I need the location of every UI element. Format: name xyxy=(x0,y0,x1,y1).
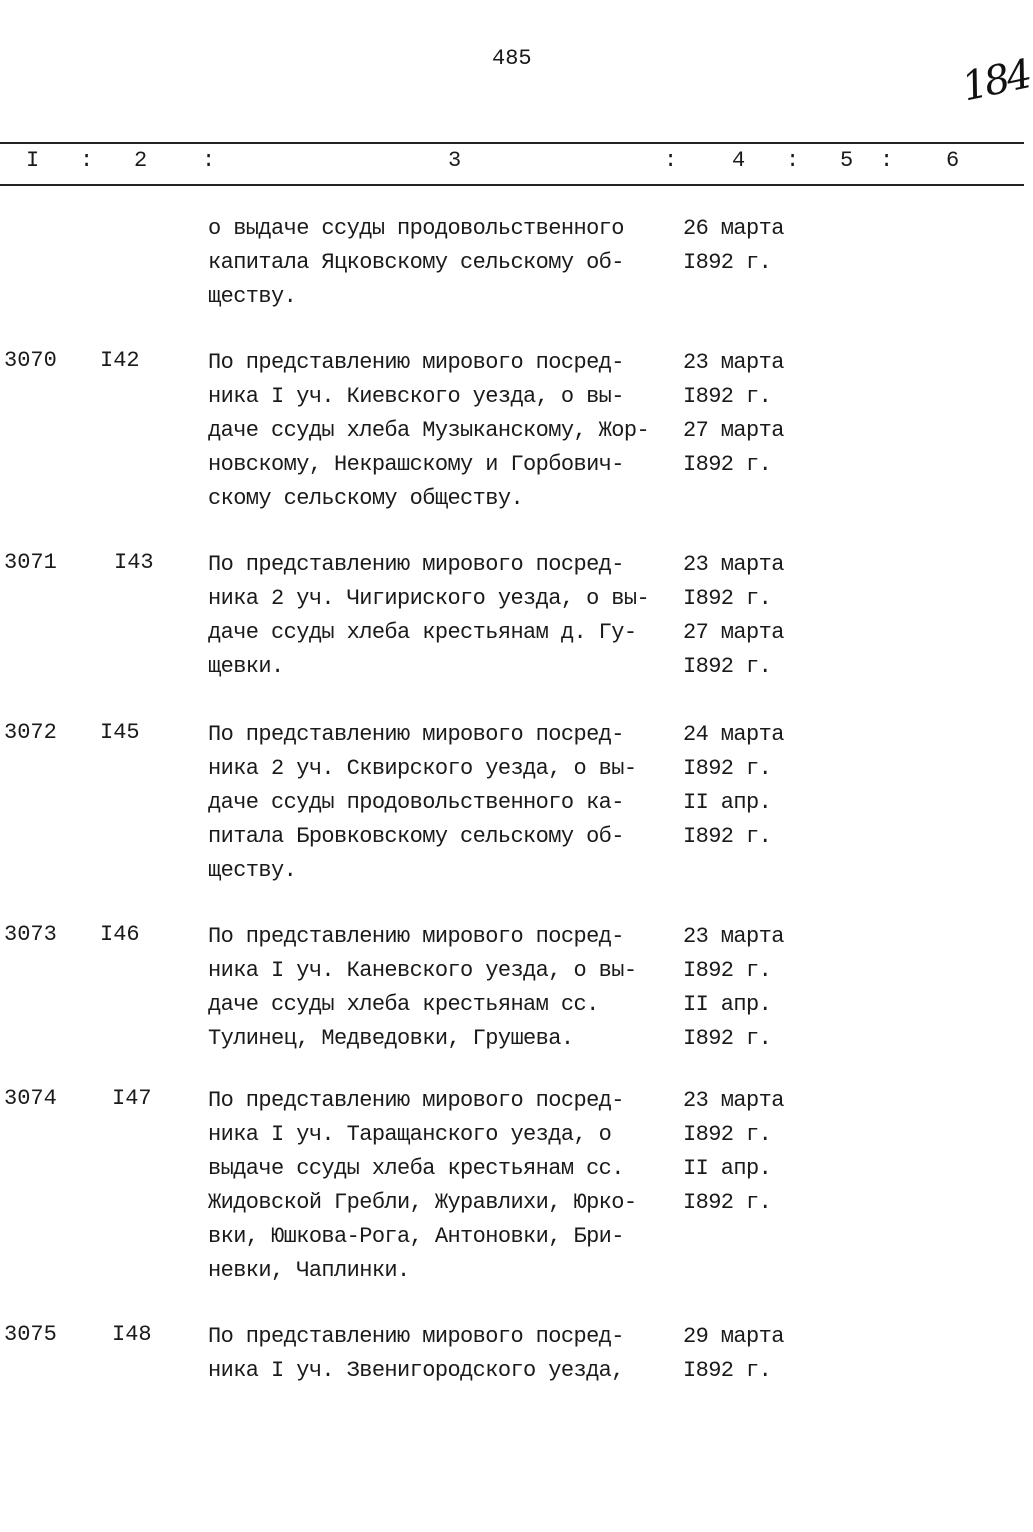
description-line: капитала Яцковскому сельскому об- xyxy=(208,250,624,275)
record-description xyxy=(208,922,636,1058)
description-line: По представлению мирового посред- xyxy=(208,1324,624,1349)
record-description xyxy=(208,214,624,316)
description-line: ника 2 уч. Чигириского уезда, о вы- xyxy=(208,586,650,611)
page-number: 485 xyxy=(492,46,532,71)
description-line: По представлению мирового посред- xyxy=(208,552,624,577)
description-line: ществу. xyxy=(208,284,297,309)
column-header-6: 6 xyxy=(946,148,960,173)
date-line: I892 г. xyxy=(683,824,772,849)
description-line: Тулинец, Медведовки, Грушева. xyxy=(208,1026,574,1051)
date-line: 23 марта xyxy=(683,1088,784,1113)
date-line: I892 г. xyxy=(683,1122,772,1147)
date-line: I892 г. xyxy=(683,654,772,679)
record-description xyxy=(208,1322,624,1390)
date-line: I892 г. xyxy=(683,1190,772,1215)
description-line: вки, Юшкова-Рога, Антоновки, Бри- xyxy=(208,1224,624,1249)
date-line: 29 марта xyxy=(683,1324,784,1349)
description-line: скому сельскому обществу. xyxy=(208,486,524,511)
date-line: I892 г. xyxy=(683,452,772,477)
column-separator: : xyxy=(80,148,94,173)
date-line: 24 марта xyxy=(683,722,784,747)
record-dates xyxy=(683,1086,784,1222)
date-line: 23 марта xyxy=(683,552,784,577)
description-line: ника I уч. Звенигородского уезда, xyxy=(208,1358,624,1383)
description-line: даче ссуды продовольственного ка- xyxy=(208,790,624,815)
description-line: выдаче ссуды хлеба крестьянам сс. xyxy=(208,1156,624,1181)
record-description xyxy=(208,550,649,686)
record-dates xyxy=(683,214,784,282)
description-line: По представлению мирового посред- xyxy=(208,722,624,747)
record-dates xyxy=(683,550,784,686)
date-line: II апр. xyxy=(683,790,772,815)
description-line: По представлению мирового посред- xyxy=(208,1088,624,1113)
date-line: I892 г. xyxy=(683,958,772,983)
column-header-4: 4 xyxy=(732,148,746,173)
record-dates xyxy=(683,348,784,484)
record-number: 3072 xyxy=(4,720,57,745)
date-line: 23 марта xyxy=(683,350,784,375)
description-line: ника I уч. Каневского уезда, о вы- xyxy=(208,958,637,983)
description-line: новскому, Некрашскому и Горбович- xyxy=(208,452,624,477)
column-separator: : xyxy=(664,148,678,173)
date-line: I892 г. xyxy=(683,586,772,611)
date-line: I892 г. xyxy=(683,756,772,781)
date-line: 27 марта xyxy=(683,620,784,645)
description-line: даче ссуды хлеба крестьянам сс. xyxy=(208,992,599,1017)
description-line: ника I уч. Киевского уезда, о вы- xyxy=(208,384,624,409)
column-header-1: I xyxy=(26,148,40,173)
date-line: 27 марта xyxy=(683,418,784,443)
sheet-number: I47 xyxy=(112,1086,152,1111)
column-header-3: 3 xyxy=(448,148,462,173)
record-number: 3071 xyxy=(4,550,57,575)
description-line: По представлению мирового посред- xyxy=(208,924,624,949)
description-line: даче ссуды хлеба Музыканскому, Жор- xyxy=(208,418,650,443)
description-line: питала Бровковскому сельскому об- xyxy=(208,824,624,849)
sheet-number: I45 xyxy=(100,720,140,745)
sheet-number: I48 xyxy=(112,1322,152,1347)
record-number: 3075 xyxy=(4,1322,57,1347)
sheet-number: I43 xyxy=(114,550,154,575)
header-top-rule xyxy=(0,142,1024,144)
description-line: ника 2 уч. Сквирского уезда, о вы- xyxy=(208,756,637,781)
description-line: Жидовской Гребли, Журавлихи, Юрко- xyxy=(208,1190,637,1215)
description-line: По представлению мирового посред- xyxy=(208,350,624,375)
date-line: I892 г. xyxy=(683,1026,772,1051)
column-separator: : xyxy=(880,148,894,173)
column-header-5: 5 xyxy=(840,148,854,173)
description-line: ника I уч. Таращанского уезда, о xyxy=(208,1122,612,1147)
record-number: 3070 xyxy=(4,348,57,373)
sheet-number: I42 xyxy=(100,348,140,373)
description-line: даче ссуды хлеба крестьянам д. Гу- xyxy=(208,620,637,645)
description-line: о выдаче ссуды продовольственного xyxy=(208,216,624,241)
record-dates xyxy=(683,720,784,856)
description-line: щевки. xyxy=(208,654,284,679)
date-line: II апр. xyxy=(683,1156,772,1181)
record-dates xyxy=(683,922,784,1058)
date-line: 23 марта xyxy=(683,924,784,949)
column-separator: : xyxy=(786,148,800,173)
handwritten-folio-number: 184 xyxy=(957,51,1033,111)
date-line: 26 марта xyxy=(683,216,784,241)
sheet-number: I46 xyxy=(100,922,140,947)
date-line: II апр. xyxy=(683,992,772,1017)
date-line: I892 г. xyxy=(683,250,772,275)
record-number: 3073 xyxy=(4,922,57,947)
record-dates xyxy=(683,1322,784,1390)
record-description xyxy=(208,348,649,518)
record-description xyxy=(208,720,636,890)
description-line: ществу. xyxy=(208,858,297,883)
column-header-2: 2 xyxy=(134,148,148,173)
date-line: I892 г. xyxy=(683,384,772,409)
column-separator: : xyxy=(202,148,216,173)
date-line: I892 г. xyxy=(683,1358,772,1383)
record-description xyxy=(208,1086,636,1290)
header-bottom-rule xyxy=(0,184,1024,186)
description-line: невки, Чаплинки. xyxy=(208,1258,410,1283)
record-number: 3074 xyxy=(4,1086,57,1111)
